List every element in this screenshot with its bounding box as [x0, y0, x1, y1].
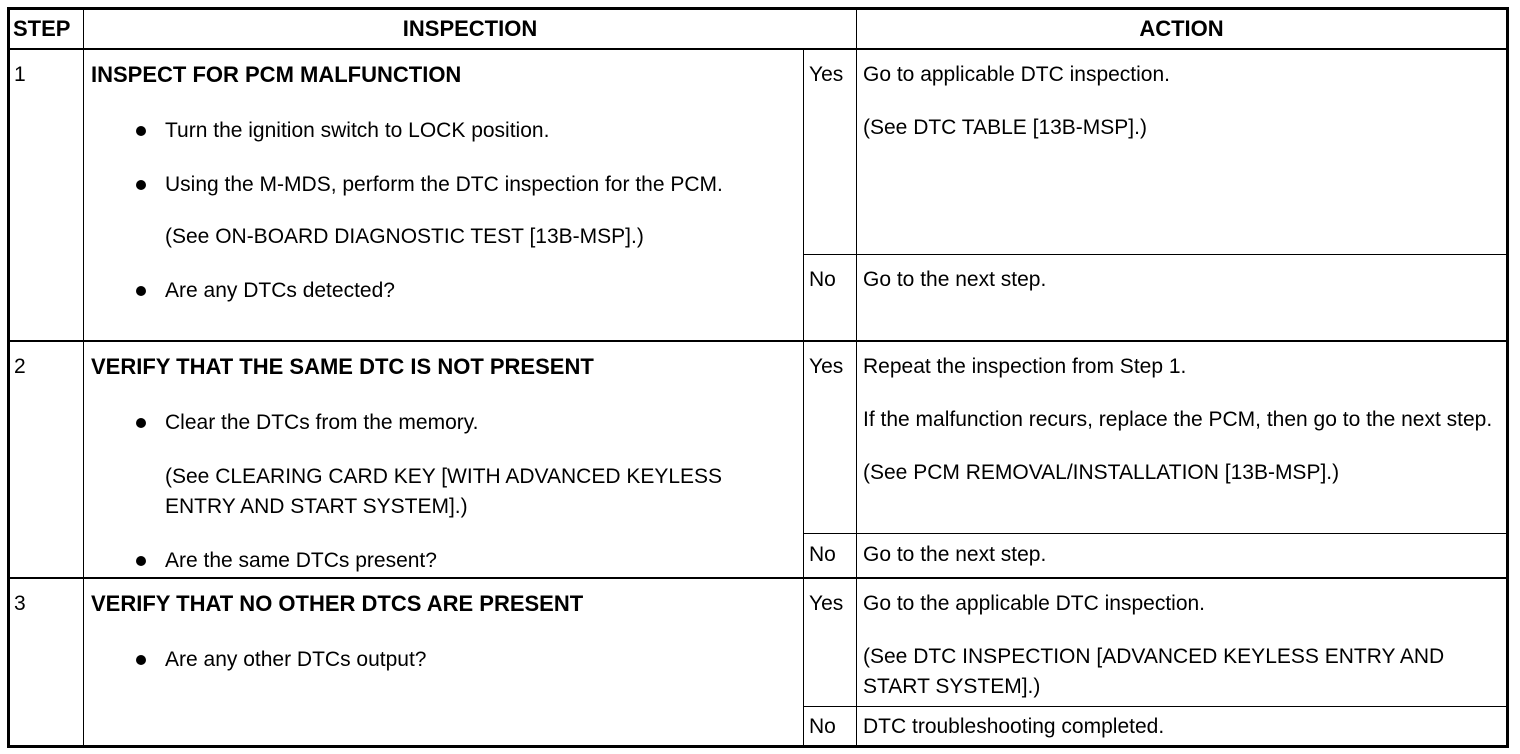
action-text: (See PCM REMOVAL/INSTALLATION [13B-MSP].)	[863, 461, 1340, 485]
action-text: Go to the applicable DTC inspection.	[863, 591, 1206, 615]
yes-label: Yes	[804, 49, 857, 255]
bullet-text: Are any other DTCs output?	[165, 647, 427, 671]
step-inspection	[84, 49, 804, 341]
no-action	[857, 534, 1508, 578]
step-number: 2	[9, 341, 84, 578]
bullet-icon	[136, 286, 146, 296]
no-label: No	[804, 534, 857, 578]
step-number: 3	[9, 578, 84, 747]
step-inspection	[84, 341, 804, 578]
bullet-item	[91, 170, 795, 200]
yes-label: Yes	[804, 341, 857, 534]
header-action: ACTION	[857, 9, 1508, 50]
no-label: No	[804, 706, 857, 746]
bullet-item	[91, 408, 795, 438]
action-text: (See DTC TABLE [13B-MSP].)	[863, 116, 1147, 140]
step-1-yes-row	[9, 49, 1508, 255]
reference-text: (See ON-BOARD DIAGNOSTIC TEST [13B-MSP].)	[165, 225, 644, 249]
yes-action	[857, 341, 1508, 534]
bullet-text: Turn the ignition switch to LOCK position.	[165, 119, 550, 143]
step-title: VERIFY THAT THE SAME DTC IS NOT PRESENT	[91, 354, 594, 380]
step-3-yes-row	[9, 578, 1508, 706]
no-action	[857, 255, 1508, 341]
yes-label: Yes	[804, 578, 857, 706]
bullet-icon	[136, 655, 146, 665]
bullet-icon	[136, 180, 146, 190]
bullet-item	[91, 546, 795, 576]
action-text: Go to the next step.	[863, 268, 1047, 292]
action-text: DTC troubleshooting completed.	[863, 714, 1165, 738]
header-inspection: INSPECTION	[84, 9, 857, 50]
step-2-yes-row	[9, 341, 1508, 534]
bullet-icon	[136, 418, 146, 428]
header-row	[9, 9, 1508, 50]
dtc-inspection-table	[7, 7, 1509, 748]
bullet-item	[91, 645, 795, 675]
bullet-text: Are the same DTCs present?	[165, 549, 437, 573]
action-text: Repeat the inspection from Step 1.	[863, 355, 1187, 379]
action-text: If the malfunction recurs, replace the PCM, then go to the next step.	[863, 408, 1493, 432]
bullet-icon	[136, 126, 146, 136]
no-label: No	[804, 255, 857, 341]
bullet-text: Clear the DTCs from the memory.	[165, 411, 479, 435]
bullet-text: Using the M-MDS, perform the DTC inspection for the PCM.	[165, 173, 723, 197]
action-text: Go to the next step.	[863, 543, 1047, 567]
bullet-item	[91, 116, 795, 146]
header-step: STEP	[9, 9, 84, 50]
reference-text: (See CLEARING CARD KEY [WITH ADVANCED KEYLESS ENTRY AND START SYSTEM].)	[165, 465, 723, 519]
step-title: INSPECT FOR PCM MALFUNCTION	[91, 62, 462, 88]
action-text: Go to applicable DTC inspection.	[863, 63, 1170, 87]
no-action	[857, 706, 1508, 746]
step-inspection	[84, 578, 804, 747]
action-text: (See DTC INSPECTION [ADVANCED KEYLESS ENTRY AND START SYSTEM].)	[863, 644, 1445, 698]
bullet-text: Are any DTCs detected?	[165, 279, 395, 303]
yes-action	[857, 49, 1508, 255]
bullet-icon	[136, 556, 146, 566]
step-number: 1	[9, 49, 84, 341]
yes-action	[857, 578, 1508, 706]
step-title: VERIFY THAT NO OTHER DTCS ARE PRESENT	[91, 590, 584, 616]
bullet-item	[91, 276, 795, 306]
